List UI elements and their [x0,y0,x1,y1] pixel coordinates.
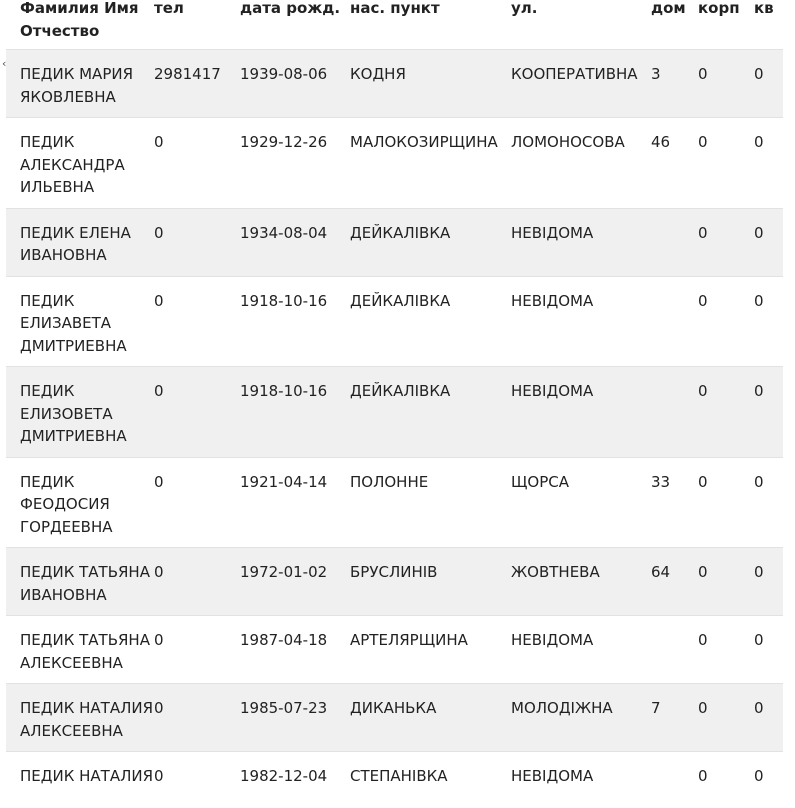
cell-apt: 0 [754,118,783,209]
cell-city: ДЕЙКАЛІВКА [350,208,511,276]
cell-city: МАЛОКОЗИРЩИНА [350,118,511,209]
cell-birth: 1982-12-04 [240,752,350,797]
cell-apt: 0 [754,616,783,684]
cell-street: НЕВІДОМА [511,276,651,367]
cell-tel: 0 [154,208,240,276]
cell-corp: 0 [698,616,754,684]
row-pointer-icon: ‹ [2,57,7,70]
cell-birth: 1929-12-26 [240,118,350,209]
cell-birth: 1918-10-16 [240,276,350,367]
table-row [6,276,783,367]
cell-house [651,752,698,797]
cell-apt: 0 [754,752,783,797]
table-row [6,367,783,458]
cell-birth: 1939-08-06 [240,50,350,118]
cell-name: ПЕДИК ЕЛИЗАВЕТА ДМИТРИЕВНА [6,276,154,367]
header-row [6,0,783,50]
header-apt: кв [754,0,774,17]
cell-apt: 0 [754,50,783,118]
cell-tel: 0 [154,367,240,458]
table-row [6,457,783,548]
cell-birth: 1985-07-23 [240,684,350,752]
table-row [6,684,783,752]
cell-tel: 0 [154,684,240,752]
cell-city: АРТЕЛЯРЩИНА [350,616,511,684]
cell-apt: 0 [754,367,783,458]
records-table [6,0,783,797]
header-birth: дата рожд. [240,0,341,17]
cell-street: КООПЕРАТИВНА [511,50,651,118]
cell-corp: 0 [698,118,754,209]
cell-name: ПЕДИК ЕЛЕНА ИВАНОВНА [6,208,154,276]
cell-tel: 0 [154,548,240,616]
header-tel: тел [154,0,184,17]
cell-name: ПЕДИК НАТАЛИЯ [6,752,154,797]
cell-name: ПЕДИК ФЕОДОСИЯ ГОРДЕЕВНА [6,457,154,548]
cell-apt: 0 [754,684,783,752]
cell-city: ДИКАНЬКА [350,684,511,752]
table-row [6,50,783,118]
header-house: дом [651,0,686,17]
cell-apt: 0 [754,457,783,548]
cell-birth: 1972-01-02 [240,548,350,616]
table-row [6,118,783,209]
table-row [6,208,783,276]
cell-house [651,616,698,684]
cell-birth: 1987-04-18 [240,616,350,684]
header-city: нас. пункт [350,0,440,17]
cell-street: НЕВІДОМА [511,367,651,458]
cell-apt: 0 [754,276,783,367]
cell-tel: 2981417 [154,50,240,118]
cell-house: 7 [651,684,698,752]
cell-birth: 1934-08-04 [240,208,350,276]
cell-tel: 0 [154,118,240,209]
cell-corp: 0 [698,50,754,118]
cell-corp: 0 [698,208,754,276]
cell-house: 46 [651,118,698,209]
cell-name: ПЕДИК ЕЛИЗОВЕТА ДМИТРИЕВНА [6,367,154,458]
cell-city: БРУСЛИНІВ [350,548,511,616]
records-table-container [2,0,783,797]
cell-city: СТЕПАНІВКА [350,752,511,797]
cell-tel: 0 [154,276,240,367]
cell-house: 3 [651,50,698,118]
table-row [6,548,783,616]
cell-house [651,208,698,276]
cell-house: 64 [651,548,698,616]
cell-house [651,367,698,458]
cell-corp: 0 [698,752,754,797]
cell-name: ПЕДИК МАРИЯ ЯКОВЛЕВНА [6,50,154,118]
cell-house: 33 [651,457,698,548]
cell-birth: 1918-10-16 [240,367,350,458]
header-street: ул. [511,0,538,17]
cell-apt: 0 [754,208,783,276]
cell-name: ПЕДИК АЛЕКСАНДРА ИЛЬЕВНА [6,118,154,209]
cell-house [651,276,698,367]
cell-tel: 0 [154,457,240,548]
cell-city: ПОЛОННЕ [350,457,511,548]
cell-birth: 1921-04-14 [240,457,350,548]
header-corp: корп [698,0,740,17]
cell-city: ДЕЙКАЛІВКА [350,276,511,367]
cell-street: НЕВІДОМА [511,208,651,276]
header-name: Фамилия Имя Отчество [20,0,139,40]
cell-name: ПЕДИК ТАТЬЯНА ИВАНОВНА [6,548,154,616]
cell-name: ПЕДИК ТАТЬЯНА АЛЕКСЕЕВНА [6,616,154,684]
cell-tel: 0 [154,752,240,797]
cell-apt: 0 [754,548,783,616]
cell-corp: 0 [698,276,754,367]
table-row [6,752,783,797]
cell-street: НЕВІДОМА [511,752,651,797]
cell-corp: 0 [698,548,754,616]
cell-city: ДЕЙКАЛІВКА [350,367,511,458]
table-row [6,616,783,684]
cell-tel: 0 [154,616,240,684]
cell-corp: 0 [698,457,754,548]
cell-city: КОДНЯ [350,50,511,118]
cell-corp: 0 [698,367,754,458]
cell-street: ЛОМОНОСОВА [511,118,651,209]
cell-street: НЕВІДОМА [511,616,651,684]
cell-corp: 0 [698,684,754,752]
cell-street: ЖОВТНЕВА [511,548,651,616]
cell-name: ПЕДИК НАТАЛИЯ АЛЕКСЕЕВНА [6,684,154,752]
cell-street: ЩОРСА [511,457,651,548]
cell-street: МОЛОДІЖНА [511,684,651,752]
